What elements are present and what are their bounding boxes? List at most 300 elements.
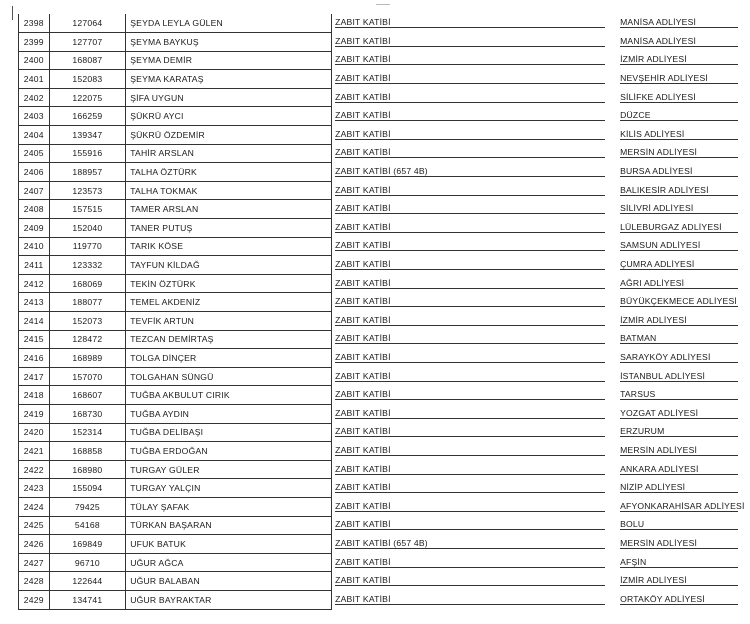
person-name-cell <box>126 181 332 200</box>
assigned-courthouse-cell <box>617 330 749 349</box>
table-row <box>19 460 750 479</box>
person-name-cell <box>126 497 332 516</box>
row-number-cell <box>19 479 50 498</box>
person-name: ŞÜKRÜ ÖZDEMİR <box>130 129 205 140</box>
registry-number-cell <box>49 497 126 516</box>
table-row <box>19 312 750 331</box>
table-row <box>19 553 750 572</box>
table-row <box>19 88 750 107</box>
person-name-cell <box>126 572 332 591</box>
person-name: TÜLAY ŞAFAK <box>130 501 190 512</box>
job-title: ZABIT KATİBİ <box>335 54 605 65</box>
row-number: 2408 <box>23 204 44 215</box>
person-name: UĞUR BALABAN <box>130 576 200 587</box>
registry-number: 188077 <box>72 297 103 308</box>
job-title-cell <box>332 460 617 479</box>
row-number: 2420 <box>23 427 44 438</box>
table-row <box>19 219 750 238</box>
table-row <box>19 107 750 126</box>
assigned-courthouse-cell <box>617 479 749 498</box>
job-title-cell <box>332 423 617 442</box>
assigned-courthouse-cell <box>617 367 749 386</box>
job-title: ZABIT KATİBİ <box>335 333 605 344</box>
registry-number: 123573 <box>72 185 103 196</box>
assigned-courthouse-cell <box>617 144 749 163</box>
assigned-courthouse: SİLİFKE ADLİYESİ <box>620 92 738 103</box>
registry-number-cell <box>49 479 126 498</box>
registry-number-cell <box>49 572 126 591</box>
person-name-cell <box>126 274 332 293</box>
person-name: TAMER ARSLAN <box>130 204 199 215</box>
row-number: 2413 <box>23 297 44 308</box>
assigned-courthouse: BATMAN <box>620 333 738 344</box>
row-number-cell <box>19 367 50 386</box>
person-name: TALHA TOKMAK <box>130 185 198 196</box>
registry-number-cell <box>49 144 126 163</box>
job-title-cell <box>332 33 617 52</box>
registry-number: 127064 <box>72 18 103 29</box>
person-name-cell <box>126 386 332 405</box>
row-number: 2409 <box>23 222 44 233</box>
person-name: TARIK KÖSE <box>130 241 184 252</box>
row-number: 2423 <box>23 483 44 494</box>
registry-number-cell <box>49 14 126 33</box>
row-number: 2403 <box>23 111 44 122</box>
registry-number: 166259 <box>72 111 103 122</box>
table-row <box>19 386 750 405</box>
person-name: TAHİR ARSLAN <box>130 148 195 159</box>
job-title-cell <box>332 14 617 33</box>
person-name: TÜRKAN BAŞARAN <box>130 520 212 531</box>
person-name: ŞÜKRÜ AYCI <box>130 111 184 122</box>
row-number: 2411 <box>24 260 44 271</box>
assigned-courthouse: İZMİR ADLİYESİ <box>620 315 738 326</box>
job-title: ZABIT KATİBİ (657 4B) <box>335 538 605 549</box>
row-number: 2402 <box>23 92 44 103</box>
assigned-courthouse-cell <box>617 14 749 33</box>
person-name-cell <box>126 330 332 349</box>
row-number-cell <box>19 274 50 293</box>
row-number: 2410 <box>23 241 44 252</box>
registry-number-cell <box>49 163 126 182</box>
job-title: ZABIT KATİBİ <box>335 296 605 307</box>
job-title-cell <box>332 572 617 591</box>
assigned-courthouse: SARAYKÖY ADLİYESİ <box>620 352 738 363</box>
row-number: 2416 <box>23 352 44 363</box>
assigned-courthouse: ÇUMRA ADLİYESİ <box>620 259 738 270</box>
assigned-courthouse: MERSİN ADLİYESİ <box>620 147 738 158</box>
registry-number: 152083 <box>72 74 103 85</box>
job-title-cell <box>332 312 617 331</box>
registry-number: 134741 <box>72 594 103 605</box>
row-number: 2421 <box>23 445 44 456</box>
assigned-courthouse-cell <box>617 219 749 238</box>
person-name: TOLGA DİNÇER <box>130 352 197 363</box>
registry-number-cell <box>49 107 126 126</box>
assigned-courthouse: YOZGAT ADLİYESİ <box>620 408 738 419</box>
assigned-courthouse-cell <box>617 107 749 126</box>
job-title: ZABIT KATİBİ <box>335 240 605 251</box>
row-number: 2412 <box>23 278 44 289</box>
assigned-courthouse-cell <box>617 70 749 89</box>
table-row <box>19 126 750 145</box>
job-title-cell <box>332 256 617 275</box>
registry-number: 123332 <box>72 260 103 271</box>
table-row <box>19 516 750 535</box>
row-number: 2399 <box>23 36 44 47</box>
registry-number: 54168 <box>74 520 100 531</box>
table-row <box>19 349 750 368</box>
assigned-courthouse-cell <box>617 535 749 554</box>
job-title: ZABIT KATİBİ <box>335 482 605 493</box>
person-name: TAYFUN KİLDAĞ <box>130 260 200 271</box>
registry-number: 96710 <box>74 557 100 568</box>
assigned-courthouse-cell <box>617 404 749 423</box>
person-name: ŞEYDA LEYLA GÜLEN <box>130 18 223 29</box>
assigned-courthouse: İSTANBUL ADLİYESİ <box>620 371 738 382</box>
table-row <box>19 163 750 182</box>
assigned-courthouse-cell <box>617 181 749 200</box>
assigned-courthouse-cell <box>617 497 749 516</box>
registry-number: 152314 <box>72 427 103 438</box>
table-row <box>19 423 750 442</box>
registry-number: 155094 <box>72 483 103 494</box>
row-number: 2419 <box>23 408 44 419</box>
assigned-courthouse: İZMİR ADLİYESİ <box>620 54 738 65</box>
person-name-cell <box>126 163 332 182</box>
assigned-courthouse: ANKARA ADLİYESİ <box>620 464 738 475</box>
table-row <box>19 572 750 591</box>
person-name-cell <box>126 88 332 107</box>
row-number: 2405 <box>23 148 44 159</box>
row-number-cell <box>19 553 50 572</box>
row-number-cell <box>19 200 50 219</box>
assigned-courthouse: DÜZCE <box>620 110 738 121</box>
registry-number: 157515 <box>72 204 103 215</box>
job-title-cell <box>332 516 617 535</box>
job-title-cell <box>332 51 617 70</box>
registry-number: 139347 <box>72 129 103 140</box>
job-title: ZABIT KATİBİ <box>335 36 605 47</box>
row-number-cell <box>19 181 50 200</box>
registry-number-cell <box>49 367 126 386</box>
job-title: ZABIT KATİBİ <box>335 203 605 214</box>
job-title-cell <box>332 590 617 609</box>
job-title: ZABIT KATİBİ <box>335 222 605 233</box>
assigned-courthouse: MERSİN ADLİYESİ <box>620 445 738 456</box>
registry-number-cell <box>49 51 126 70</box>
person-name-cell <box>126 312 332 331</box>
person-name-cell <box>126 14 332 33</box>
row-number: 2422 <box>23 464 44 475</box>
job-title-cell <box>332 367 617 386</box>
row-number-cell <box>19 386 50 405</box>
registry-number-cell <box>49 219 126 238</box>
person-name: TALHA ÖZTÜRK <box>130 167 197 178</box>
person-name: TEVFİK ARTUN <box>130 315 195 326</box>
job-title: ZABIT KATİBİ <box>335 445 605 456</box>
job-title: ZABIT KATİBİ <box>335 352 605 363</box>
table-row <box>19 442 750 461</box>
table-row <box>19 256 750 275</box>
row-number-cell <box>19 312 50 331</box>
registry-number-cell <box>49 70 126 89</box>
personnel-assignment-table <box>18 14 750 610</box>
person-name-cell <box>126 553 332 572</box>
table-row <box>19 479 750 498</box>
assigned-courthouse: NİZİP ADLİYESİ <box>620 482 738 493</box>
job-title: ZABIT KATİBİ <box>335 408 605 419</box>
registry-number-cell <box>49 33 126 52</box>
row-number: 2424 <box>23 501 44 512</box>
person-name: UFUK BATUK <box>130 538 187 549</box>
person-name: TUĞBA DELİBAŞI <box>130 427 204 438</box>
assigned-courthouse: SAMSUN ADLİYESİ <box>620 240 738 251</box>
person-name: ŞİFA UYGUN <box>130 92 184 103</box>
assigned-courthouse: NEVŞEHİR ADLİYESİ <box>620 73 738 84</box>
row-number-cell <box>19 535 50 554</box>
job-title-cell <box>332 237 617 256</box>
row-number-cell <box>19 330 50 349</box>
registry-number: 157070 <box>72 371 103 382</box>
row-number-cell <box>19 590 50 609</box>
row-number-cell <box>19 516 50 535</box>
table-row <box>19 70 750 89</box>
registry-number-cell <box>49 442 126 461</box>
assigned-courthouse-cell <box>617 590 749 609</box>
row-number: 2407 <box>23 185 44 196</box>
job-title: ZABIT KATİBİ <box>335 519 605 530</box>
assigned-courthouse-cell <box>617 349 749 368</box>
assigned-courthouse: SİLİVRİ ADLİYESİ <box>620 203 738 214</box>
table-row <box>19 144 750 163</box>
table-row <box>19 367 750 386</box>
assigned-courthouse-cell <box>617 51 749 70</box>
assigned-courthouse-cell <box>617 200 749 219</box>
job-title: ZABIT KATİBİ <box>335 371 605 382</box>
row-number: 2427 <box>23 557 44 568</box>
row-number: 2400 <box>23 55 44 66</box>
registry-number-cell <box>49 404 126 423</box>
row-number-cell <box>19 219 50 238</box>
assigned-courthouse: LÜLEBURGAZ ADLİYESİ <box>620 222 738 233</box>
assigned-courthouse: BÜYÜKÇEKMECE ADLİYESİ <box>620 296 737 307</box>
row-number: 2406 <box>23 167 44 178</box>
job-title-cell <box>332 442 617 461</box>
person-name: TUĞBA AYDIN <box>130 408 190 419</box>
person-name-cell <box>126 423 332 442</box>
registry-number-cell <box>49 535 126 554</box>
person-name: TEKİN ÖZTÜRK <box>130 278 196 289</box>
registry-number: 127707 <box>72 36 103 47</box>
table-row <box>19 404 750 423</box>
job-title: ZABIT KATİBİ <box>335 389 605 400</box>
job-title: ZABIT KATİBİ <box>335 110 605 121</box>
job-title: ZABIT KATİBİ <box>335 259 605 270</box>
job-title: ZABIT KATİBİ <box>335 575 605 586</box>
job-title: ZABIT KATİBİ <box>335 557 605 568</box>
table-row <box>19 14 750 33</box>
assigned-courthouse-cell <box>617 460 749 479</box>
row-number: 2429 <box>23 594 44 605</box>
assigned-courthouse: AFYONKARAHİSAR ADLİYESİ <box>620 500 745 511</box>
registry-number-cell <box>49 349 126 368</box>
assigned-courthouse-cell <box>617 293 749 312</box>
person-name: TURGAY YALÇIN <box>130 483 201 494</box>
row-number-cell <box>19 442 50 461</box>
person-name-cell <box>126 144 332 163</box>
person-name: TURGAY GÜLER <box>130 464 200 475</box>
registry-number-cell <box>49 274 126 293</box>
table-row <box>19 33 750 52</box>
assigned-courthouse: ORTAKÖY ADLİYESİ <box>620 594 738 605</box>
row-number: 2417 <box>23 371 44 382</box>
person-name-cell <box>126 107 332 126</box>
assigned-courthouse-cell <box>617 516 749 535</box>
assigned-courthouse: KİLİS ADLİYESİ <box>620 129 738 140</box>
row-number-cell <box>19 144 50 163</box>
assigned-courthouse: AĞRI ADLİYESİ <box>620 278 738 289</box>
assigned-courthouse-cell <box>617 237 749 256</box>
registry-number-cell <box>49 330 126 349</box>
assigned-courthouse-cell <box>617 88 749 107</box>
row-number-cell <box>19 33 50 52</box>
job-title: ZABIT KATİBİ <box>335 185 605 196</box>
job-title: ZABIT KATİBİ (657 4B) <box>335 166 605 177</box>
person-name: TANER PUTUŞ <box>130 222 193 233</box>
registry-number-cell <box>49 181 126 200</box>
registry-number: 122644 <box>72 576 103 587</box>
person-name: TEMEL AKDENİZ <box>130 297 201 308</box>
registry-number: 168607 <box>72 390 103 401</box>
registry-number: 168980 <box>72 464 103 475</box>
assigned-courthouse: İZMİR ADLİYESİ <box>620 575 738 586</box>
table-row <box>19 237 750 256</box>
registry-number: 152073 <box>72 315 103 326</box>
registry-number: 119770 <box>72 241 102 252</box>
row-number-cell <box>19 88 50 107</box>
person-name-cell <box>126 516 332 535</box>
assigned-courthouse-cell <box>617 163 749 182</box>
person-name-cell <box>126 237 332 256</box>
registry-number: 168730 <box>72 408 103 419</box>
table-row <box>19 274 750 293</box>
registry-number-cell <box>49 293 126 312</box>
row-number: 2398 <box>23 18 44 29</box>
person-name: UĞUR BAYRAKTAR <box>130 594 212 605</box>
row-number-cell <box>19 256 50 275</box>
job-title-cell <box>332 219 617 238</box>
person-name-cell <box>126 200 332 219</box>
assigned-courthouse-cell <box>617 312 749 331</box>
registry-number-cell <box>49 312 126 331</box>
table-row <box>19 497 750 516</box>
person-name-cell <box>126 126 332 145</box>
assigned-courthouse-cell <box>617 553 749 572</box>
assigned-courthouse: MANİSA ADLİYESİ <box>620 17 738 28</box>
registry-number: 122075 <box>72 92 103 103</box>
job-title: ZABIT KATİBİ <box>335 315 605 326</box>
person-name-cell <box>126 535 332 554</box>
person-name: ŞEYMA KARATAŞ <box>130 74 204 85</box>
job-title: ZABIT KATİBİ <box>335 17 605 28</box>
registry-number: 168069 <box>72 278 103 289</box>
job-title-cell <box>332 553 617 572</box>
person-name-cell <box>126 442 332 461</box>
person-name: TUĞBA AKBULUT CIRIK <box>130 390 230 401</box>
registry-number-cell <box>49 590 126 609</box>
table-body <box>19 14 750 609</box>
assigned-courthouse-cell <box>617 386 749 405</box>
job-title: ZABIT KATİBİ <box>335 426 605 437</box>
registry-number: 155916 <box>72 148 103 159</box>
table-row <box>19 590 750 609</box>
person-name: UĞUR AĞCA <box>130 557 184 568</box>
row-number-cell <box>19 237 50 256</box>
row-number: 2426 <box>23 538 44 549</box>
row-number-cell <box>19 107 50 126</box>
job-title: ZABIT KATİBİ <box>335 147 605 158</box>
assigned-courthouse: BOLU <box>620 519 738 530</box>
row-number: 2425 <box>23 520 44 531</box>
person-name: TEZCAN DEMİRTAŞ <box>130 334 214 345</box>
job-title-cell <box>332 386 617 405</box>
person-name-cell <box>126 293 332 312</box>
row-number: 2428 <box>23 576 44 587</box>
row-number-cell <box>19 293 50 312</box>
table-row <box>19 51 750 70</box>
assigned-courthouse-cell <box>617 572 749 591</box>
table-row <box>19 293 750 312</box>
assigned-courthouse-cell <box>617 442 749 461</box>
row-number: 2414 <box>23 315 44 326</box>
row-number-cell <box>19 51 50 70</box>
registry-number: 169849 <box>72 538 103 549</box>
person-name: TOLGAHAN SÜNGÜ <box>130 371 214 382</box>
job-title-cell <box>332 163 617 182</box>
registry-number-cell <box>49 88 126 107</box>
job-title-cell <box>332 330 617 349</box>
job-title-cell <box>332 404 617 423</box>
person-name: ŞEYMA DEMİR <box>130 55 193 66</box>
row-number-cell <box>19 404 50 423</box>
job-title: ZABIT KATİBİ <box>335 464 605 475</box>
row-number-cell <box>19 460 50 479</box>
table-row <box>19 200 750 219</box>
person-name-cell <box>126 367 332 386</box>
job-title: ZABIT KATİBİ <box>335 594 605 605</box>
row-number-cell <box>19 572 50 591</box>
registry-number: 168989 <box>72 352 103 363</box>
assigned-courthouse: MANİSA ADLİYESİ <box>620 36 738 47</box>
person-name: ŞEYMA BAYKUŞ <box>130 36 199 47</box>
row-number: 2418 <box>23 390 44 401</box>
assigned-courthouse: BURSA ADLİYESİ <box>620 166 738 177</box>
job-title-cell <box>332 107 617 126</box>
person-name-cell <box>126 590 332 609</box>
job-title-cell <box>332 535 617 554</box>
assigned-courthouse: BALIKESİR ADLİYESİ <box>620 185 738 196</box>
table-row <box>19 535 750 554</box>
assigned-courthouse: TARSUS <box>620 389 738 400</box>
row-number-cell <box>19 70 50 89</box>
row-number-cell <box>19 14 50 33</box>
table-row <box>19 330 750 349</box>
registry-number: 152040 <box>72 222 103 233</box>
person-name-cell <box>126 33 332 52</box>
registry-number-cell <box>49 237 126 256</box>
person-name-cell <box>126 70 332 89</box>
